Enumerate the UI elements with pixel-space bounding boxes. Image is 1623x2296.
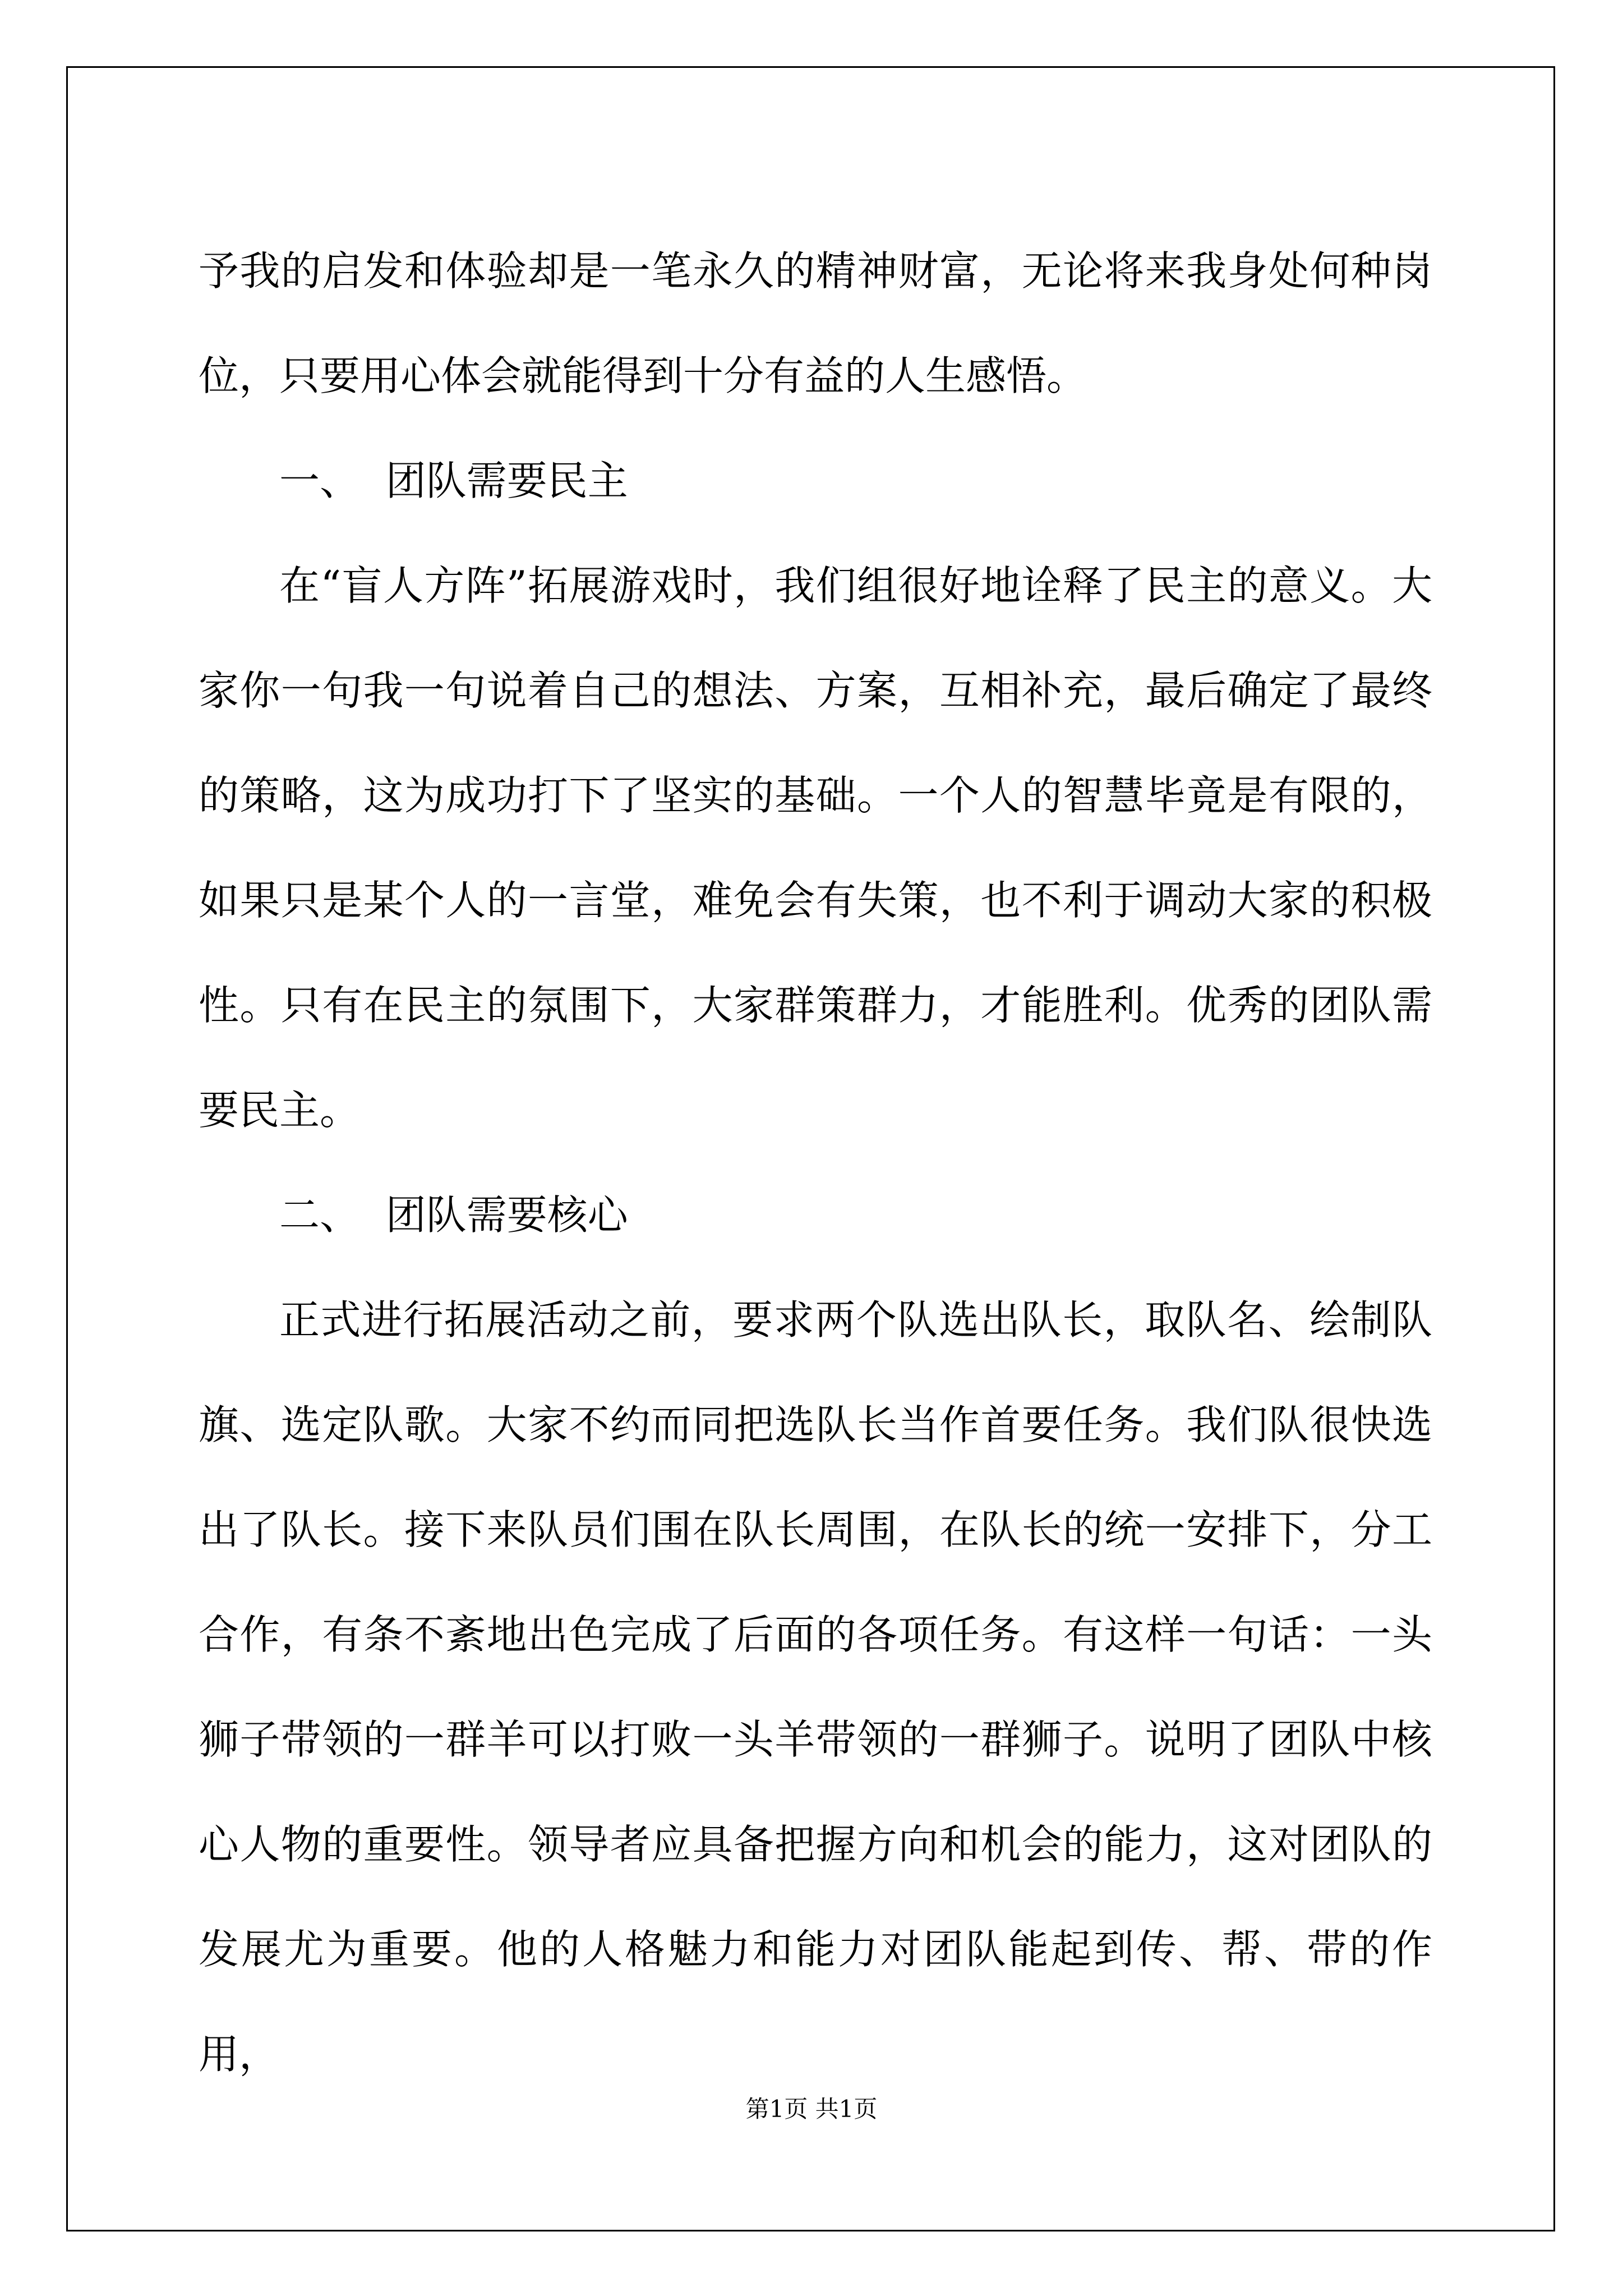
page-footer: 第1页 共1页 (745, 2095, 878, 2123)
paragraph-democracy: 在“盲人方阵”拓展游戏时，我们组很好地诠释了民主的意义。大家你一句我一句说着自己的想法、方案，互相补充，最后确定了最终的策略，这为成功打下了坚实的基础。一个人的智慧毕竟是有限的，如果只是某个人的一言堂，难免会有失策，也不利于调动大家的积极性。只有在民主的氛围下，大家群策群力，才能胜利。优秀的团队需要民主。 (199, 562, 1432, 1134)
paragraph-core: 正式进行拓展活动之前，要求两个队选出队长，取队名、绘制队旗、选定队歌。大家不约而同把选队长当作首要任务。我们队很快选出了队长。接下来队员们围在队长周围，在队长的统一安排下，分工合作，有条不紊地出色完成了后面的各项任务。有这样一句话：一头狮子带领的一群羊可以打败一头羊带领的一群狮子。说明了团队中核心人物的重要性。领导者应具备把握方向和机会的能力，这对团队的发展尤为重要。他的人格魅力和能力对团队能起到传、帮、带的作用， (199, 1296, 1432, 2078)
section-heading-core: 二、 团队需要核心 (279, 1191, 628, 1239)
section-heading-democracy: 一、 团队需要民主 (279, 457, 628, 504)
paragraph-continuation: 予我的启发和体验却是一笔永久的精神财富，无论将来我身处何种岗位，只要用心体会就能得到十分有益的人生感悟。 (199, 247, 1432, 399)
document-body (199, 219, 1432, 2107)
